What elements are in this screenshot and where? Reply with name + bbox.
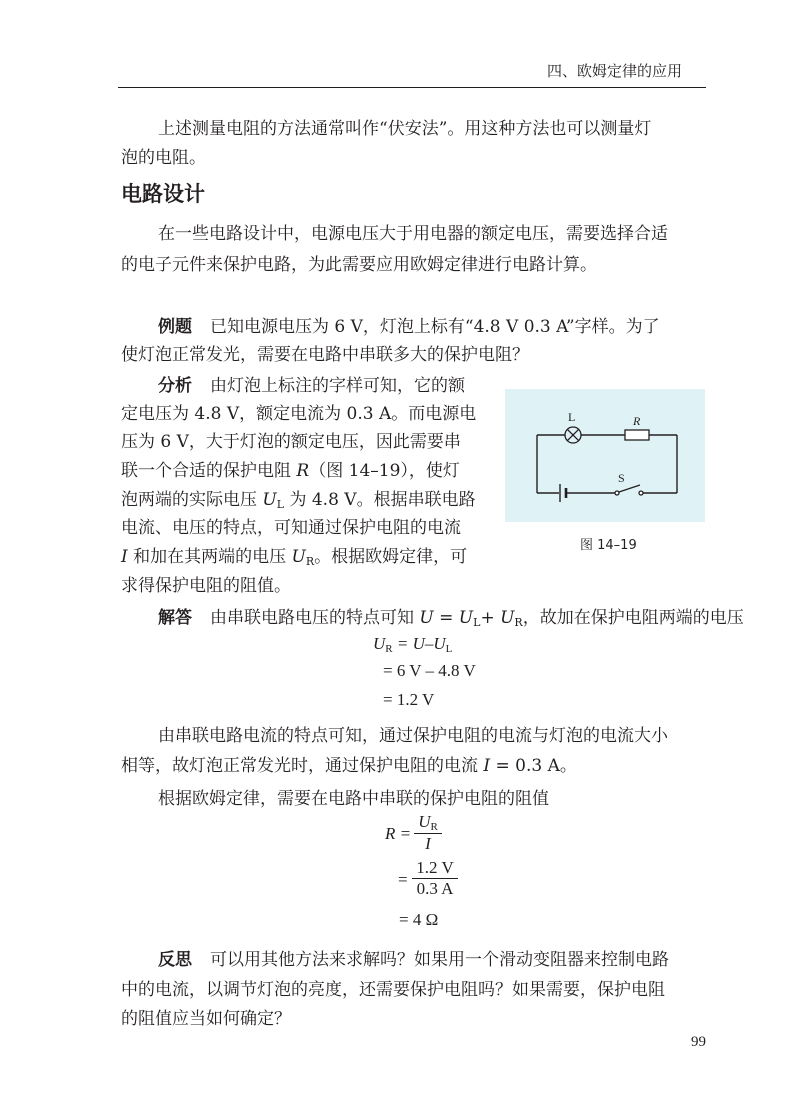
- equation-3: = 1.2 V: [383, 690, 435, 709]
- para2-var-i: I: [483, 756, 491, 776]
- analysis-label: 分析: [158, 376, 192, 396]
- analysis-line-1: [158, 371, 465, 396]
- figure-caption: 图 14–19: [580, 538, 637, 553]
- sub-r: R: [305, 555, 315, 568]
- var-u: U: [262, 490, 277, 510]
- analysis-line-3: 压为 6 V，大于灯泡的额定电压，因此需要串: [121, 432, 461, 452]
- eq-sign: =: [398, 870, 408, 889]
- circuit-diagram: [505, 389, 705, 522]
- solution-para2-line-2: [121, 751, 577, 776]
- example-line-1: [158, 312, 660, 337]
- analysis-5a: 泡两端的实际电压: [121, 490, 263, 510]
- eq1-mid: = U–U: [392, 634, 446, 653]
- solution-para3: 根据欧姆定律，需要在电路中串联的保护电阻的阻值: [158, 789, 549, 809]
- solution-sub-l: L: [473, 616, 481, 629]
- analysis-line-5: [121, 485, 476, 511]
- fraction-2: [412, 858, 458, 899]
- reflection-text-1: 可以用其他方法来求解吗？如果用一个滑动变阻器来控制电路: [210, 950, 669, 970]
- analysis-4a: 联一个合适的保护电阻: [121, 461, 297, 481]
- analysis-4b: （图 14–19），使灯: [309, 461, 460, 481]
- analysis-line-4: [121, 456, 460, 481]
- analysis-5b: 为 4.8 V。根据串联电路: [284, 490, 476, 510]
- solution-sub-r: R: [514, 616, 523, 629]
- circuit-figure: [505, 389, 705, 522]
- eq1-lhs: U: [373, 634, 386, 653]
- fraction-2-num: 1.2 V: [416, 858, 454, 877]
- analysis-line-2: 定电压为 4.8 V，额定电流为 0.3 A。而电源电: [121, 404, 477, 424]
- fraction-1-num: $U_R$: [418, 812, 438, 833]
- page-number: 99: [691, 1034, 706, 1050]
- equation-1: [373, 634, 452, 655]
- var-i: I: [121, 547, 128, 567]
- section-title: 电路设计: [121, 182, 205, 206]
- analysis-text-1: 由灯泡上标注的字样可知，它的额: [210, 376, 465, 396]
- var-u2: U: [291, 547, 306, 567]
- analysis-7a: 和加在其两端的电压: [127, 547, 292, 567]
- example-label: 例题: [158, 317, 192, 337]
- example-text-1: 已知电源电压为 6 V，灯泡上标有“4.8 V 0.3 A”字样。为了: [210, 317, 660, 337]
- para2-2a: 相等，故灯泡正常发光时，通过保护电阻的电流: [121, 756, 484, 776]
- header-rule: [118, 87, 706, 88]
- intro-line-2: 泡的电阻。: [121, 148, 206, 168]
- para2-2b: = 0.3 A。: [490, 756, 577, 776]
- reflection-label: 反思: [158, 950, 192, 970]
- section-line-1: 在一些电路设计中，电源电压大于用电器的额定电压，需要选择合适: [158, 224, 668, 244]
- solution-label: 解答: [158, 608, 192, 628]
- solution-para2-line-1: 由串联电路电流的特点可知，通过保护电阻的电流与灯泡的电流大小: [158, 726, 668, 746]
- switch-label: S: [618, 471, 625, 485]
- solution-1a: 由串联电路电压的特点可知: [210, 608, 420, 628]
- intro-line-1: 上述测量电阻的方法通常叫作“伏安法”。用这种方法也可以测量灯: [158, 119, 652, 139]
- var-r: R: [296, 461, 310, 481]
- section-line-2: 的电子元件来保护电路，为此需要应用欧姆定律进行电路计算。: [121, 255, 597, 275]
- equation-2: = 6 V – 4.8 V: [383, 661, 476, 680]
- solution-plus-u: + U: [480, 608, 515, 628]
- fraction-1: [414, 812, 442, 854]
- reflection-line-2: 中的电流，以调节灯泡的亮度，还需要保护电阻吗？如果需要，保护电阻: [121, 980, 665, 1000]
- reflection-line-1: [158, 945, 669, 970]
- solution-1b: ，故加在保护电阻两端的电压: [522, 608, 744, 628]
- eq1-lhs-sub: R: [385, 643, 393, 655]
- resistor-label: R: [633, 414, 641, 428]
- solution-line-1: [158, 603, 744, 629]
- sub-l: L: [276, 498, 285, 511]
- resistor-icon: [625, 430, 649, 440]
- analysis-line-8: 求得保护电阻的阻值。: [121, 576, 291, 596]
- analysis-line-6: 电流、电压的特点，可知通过保护电阻的电流: [121, 518, 461, 538]
- fraction-2-den: 0.3 A: [412, 878, 458, 899]
- example-line-2: 使灯泡正常发光，需要在电路中串联多大的保护电阻？: [121, 345, 529, 365]
- analysis-7b: 。根据欧姆定律，可: [314, 547, 468, 567]
- reflection-line-3: 的阻值应当如何确定？: [121, 1009, 291, 1029]
- analysis-line-7: [121, 542, 467, 568]
- running-header: 四、欧姆定律的应用: [546, 62, 682, 80]
- lamp-label: L: [568, 410, 576, 424]
- r-lhs: R =: [385, 824, 412, 843]
- eq1-mid-sub: L: [445, 643, 453, 655]
- fraction-1-den: I: [414, 833, 442, 854]
- solution-eq-u: U = U: [419, 608, 474, 628]
- equation-final: = 4 Ω: [399, 910, 439, 929]
